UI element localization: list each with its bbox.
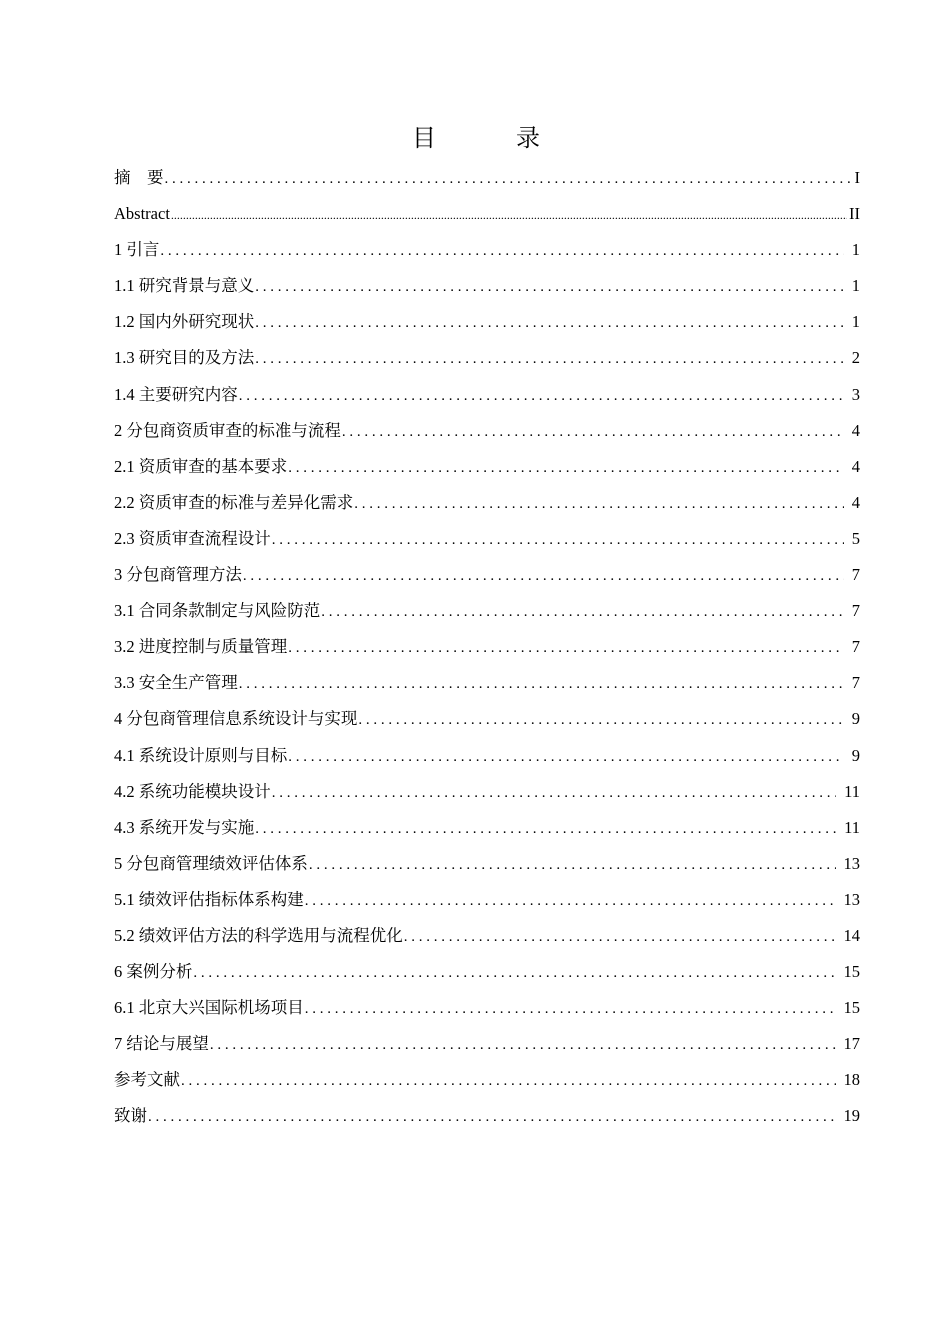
toc-entry[interactable] xyxy=(114,1062,860,1098)
dot-leader xyxy=(147,1099,836,1135)
toc-entry[interactable] xyxy=(114,990,860,1026)
toc-entry-label: 摘 要 xyxy=(114,168,164,187)
toc-entry-label: 1.2 国内外研究现状 xyxy=(114,312,255,332)
toc-page-number: 7 xyxy=(851,565,860,585)
dot-leader xyxy=(254,269,844,305)
toc-page-number: 5 xyxy=(851,528,860,548)
toc-entry[interactable] xyxy=(114,846,860,882)
toc-entry-label: 7 结论与展望 xyxy=(114,1034,209,1054)
toc-page-number: 17 xyxy=(843,1034,860,1054)
dot-leader xyxy=(304,991,836,1027)
toc-entry[interactable] xyxy=(114,593,860,629)
toc-page-number: 4 xyxy=(851,420,860,440)
toc-entry[interactable] xyxy=(114,268,860,304)
toc-page-number: 15 xyxy=(843,962,860,982)
dot-leader xyxy=(254,811,836,847)
dot-leader xyxy=(238,666,844,702)
toc-entry[interactable] xyxy=(114,882,860,918)
toc-entry[interactable] xyxy=(114,810,860,846)
toc-page-number: 13 xyxy=(843,853,860,873)
toc-entry[interactable] xyxy=(114,449,860,485)
toc-entry-label: 5.2 绩效评估方法的科学选用与流程优化 xyxy=(114,925,403,945)
toc-entry-label: 2.1 资质审查的基本要求 xyxy=(114,456,288,476)
toc-page-number: 11 xyxy=(844,817,860,837)
toc-entry-label: 3.2 进度控制与质量管理 xyxy=(114,637,288,657)
toc-page-number: 18 xyxy=(843,1070,860,1090)
toc-page-number: 19 xyxy=(843,1106,860,1126)
dot-leader xyxy=(308,847,836,883)
toc-entry-label: 6 案例分析 xyxy=(114,962,193,982)
dot-leader xyxy=(271,522,844,558)
toc-page-number: 13 xyxy=(843,889,860,909)
dot-leader xyxy=(357,702,843,738)
dot-leader xyxy=(341,414,844,450)
dot-leader xyxy=(287,739,844,775)
toc-entry-label: 3.3 安全生产管理 xyxy=(114,673,238,693)
toc-entry[interactable] xyxy=(114,954,860,990)
toc-page-number: 4 xyxy=(851,456,860,476)
toc-page-number: 7 xyxy=(851,673,860,693)
dot-leader xyxy=(353,486,844,522)
toc-page-number: I xyxy=(854,168,860,187)
dot-leader xyxy=(180,1063,836,1099)
toc-entry[interactable] xyxy=(114,1026,860,1062)
toc-entry[interactable] xyxy=(114,160,860,196)
dot-leader xyxy=(403,919,836,955)
page-title: 目 录 xyxy=(412,124,568,152)
toc-page-number: 15 xyxy=(843,998,860,1018)
dot-leader xyxy=(304,883,836,919)
dot-leader xyxy=(209,1027,836,1063)
table-of-contents xyxy=(114,160,860,1135)
toc-entry-label: 3 分包商管理方法 xyxy=(114,565,242,585)
toc-entry-label: 1 引言 xyxy=(114,240,160,260)
dot-leader xyxy=(192,955,835,991)
toc-entry[interactable] xyxy=(114,629,860,665)
dot-leader xyxy=(254,305,844,341)
toc-entry[interactable] xyxy=(114,918,860,954)
dot-leader xyxy=(159,233,843,269)
toc-page-number: 1 xyxy=(851,276,860,296)
dot-leader xyxy=(164,161,853,197)
toc-entry[interactable] xyxy=(114,304,860,340)
toc-entry-label: 4.3 系统开发与实施 xyxy=(114,817,255,837)
toc-page-number: 1 xyxy=(851,240,860,260)
toc-entry-label: 致谢 xyxy=(114,1106,147,1126)
toc-entry[interactable] xyxy=(114,557,860,593)
toc-entry[interactable] xyxy=(114,521,860,557)
toc-entry-label: 1.3 研究目的及方法 xyxy=(114,348,255,368)
toc-page-number: 4 xyxy=(851,492,860,512)
toc-page-number: 11 xyxy=(844,781,860,801)
toc-entry-label: 4.2 系统功能模块设计 xyxy=(114,781,271,801)
toc-page-number: 2 xyxy=(851,348,860,368)
toc-entry[interactable] xyxy=(114,340,860,376)
dot-leader xyxy=(287,450,844,486)
toc-page-number: II xyxy=(849,204,860,224)
toc-entry-label: 3.1 合同条款制定与风险防范 xyxy=(114,601,321,621)
toc-entry-label: 2 分包商资质审查的标准与流程 xyxy=(114,420,341,440)
dot-leader xyxy=(320,594,844,630)
toc-entry-label: 1.4 主要研究内容 xyxy=(114,384,238,404)
toc-page-number: 3 xyxy=(851,384,860,404)
toc-page-number: 7 xyxy=(851,601,860,621)
toc-entry[interactable] xyxy=(114,377,860,413)
toc-page-number: 14 xyxy=(843,925,860,945)
toc-entry-label: 2.2 资质审查的标准与差异化需求 xyxy=(114,492,354,512)
toc-entry[interactable] xyxy=(114,701,860,737)
toc-page-number: 9 xyxy=(851,745,860,765)
dot-leader xyxy=(271,775,836,811)
toc-entry-label: 6.1 北京大兴国际机场项目 xyxy=(114,998,304,1018)
dot-leader xyxy=(170,197,847,233)
toc-page-number: 9 xyxy=(851,709,860,729)
toc-entry[interactable] xyxy=(114,196,860,232)
toc-page-number: 1 xyxy=(851,312,860,332)
toc-entry[interactable] xyxy=(114,232,860,268)
dot-leader xyxy=(238,378,844,414)
toc-entry[interactable] xyxy=(114,413,860,449)
toc-page-number: 7 xyxy=(851,637,860,657)
toc-entry-label: 4 分包商管理信息系统设计与实现 xyxy=(114,709,358,729)
dot-leader xyxy=(287,630,844,666)
toc-entry[interactable] xyxy=(114,665,860,701)
toc-entry-label: 参考文献 xyxy=(114,1070,180,1090)
toc-entry[interactable] xyxy=(114,1098,860,1134)
dot-leader xyxy=(242,558,844,594)
dot-leader xyxy=(254,341,844,377)
toc-entry-label: 4.1 系统设计原则与目标 xyxy=(114,745,288,765)
toc-entry-label: 5.1 绩效评估指标体系构建 xyxy=(114,889,304,909)
toc-entry-label: 2.3 资质审查流程设计 xyxy=(114,528,271,548)
toc-entry[interactable] xyxy=(114,485,860,521)
toc-entry-label: Abstract xyxy=(114,204,170,224)
toc-entry[interactable] xyxy=(114,774,860,810)
toc-entry-label: 1.1 研究背景与意义 xyxy=(114,276,255,296)
toc-entry-label: 5 分包商管理绩效评估体系 xyxy=(114,853,308,873)
toc-entry[interactable] xyxy=(114,738,860,774)
